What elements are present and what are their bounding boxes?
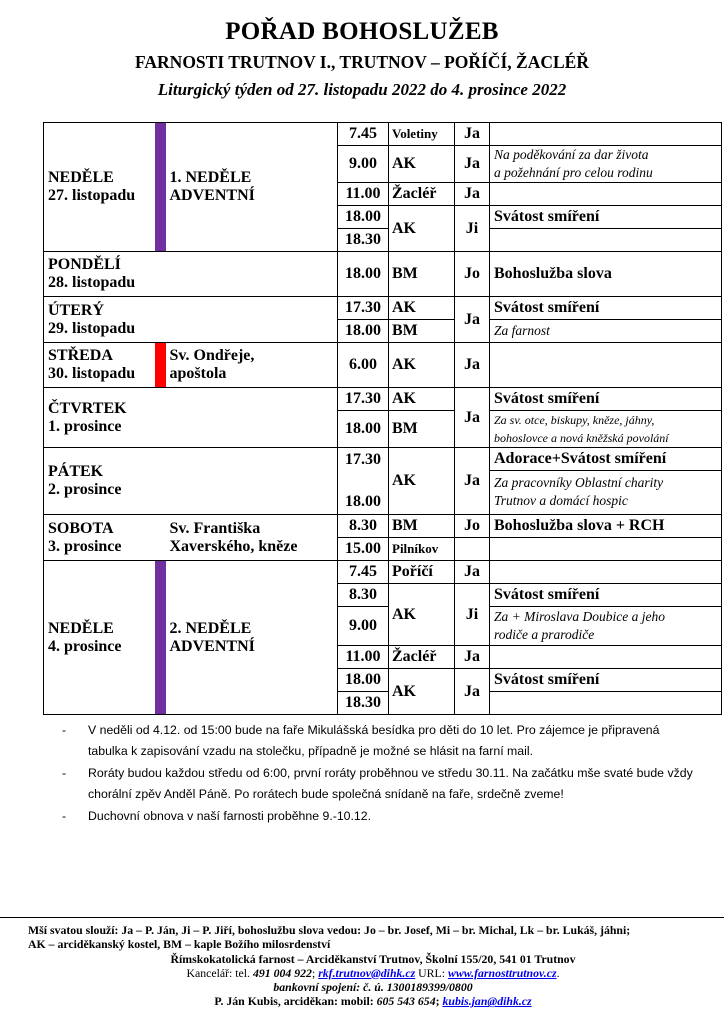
mass-place: AK [389,343,455,388]
schedule-row [44,297,722,320]
mass-note [490,183,722,206]
day-cell [44,515,155,561]
feast-cell [166,448,338,515]
mass-time: 11.00 [338,646,389,669]
announcement-item: - Duchovní obnova v naší farnosti proběhne 9.-10.12. [60,806,700,827]
footer-divider [0,917,724,918]
day-date: 29. listopadu [48,319,136,337]
mass-time: 8.30 [338,515,389,538]
day-date: 4. prosince [48,637,122,655]
mass-priest: Jo [455,252,490,297]
mass-place: Pilníkov [389,538,455,561]
mass-time: 15.00 [338,538,389,561]
schedule-row [44,561,722,584]
mass-note: Bohoslužba slova [490,252,722,297]
liturgical-color-strip [155,561,166,715]
office-phone: 491 004 922 [252,965,312,980]
mass-note: Za + Miroslava Doubice a jeho rodiče a prarodiče [490,607,722,646]
mass-place: AK [389,669,455,715]
mass-time: 17.30 18.00 [338,448,389,515]
mass-note: Za farnost [490,320,722,343]
mass-note [490,646,722,669]
liturgical-color-strip [155,448,166,515]
footer [28,923,718,1009]
day-date: 2. prosince [48,481,122,498]
day-name: STŘEDA [48,347,113,364]
announcements [60,720,700,829]
mass-note: Za pracovníky Oblastní charity Trutnov a domácí hospic [490,470,722,514]
mass-note: Za sv. otce, biskupy, kněze, jáhny, bohoslovce a nová kněžská povolání [490,411,722,448]
day-date: 30. listopadu [48,365,136,382]
page-title: POŘAD BOHOSLUŽEB [225,18,499,45]
liturgical-color-strip [155,388,166,448]
mass-priest: Ja [455,388,490,448]
mass-priest: Ja [455,646,490,669]
liturgical-color-strip [155,343,166,388]
schedule-row [44,123,722,146]
mass-priest [455,538,490,561]
feast-cell: 1. NEDĚLE ADVENTNÍ [166,123,338,252]
liturgical-color-strip [155,252,166,297]
website-link[interactable]: www.farnosttrutnov.cz [447,965,557,980]
parish-address: Římskokatolická farnost – Arciděkanství Trutnov, Školní 155/20, 541 01 Trutnov [170,951,576,966]
day-name: NEDĚLE [48,619,114,637]
mass-note: Svátost smíření [490,584,722,607]
mass-note: Svátost smíření [490,669,722,692]
mass-time: 18.00 [338,320,389,343]
mass-place: BM [389,515,455,538]
parish-subtitle: FARNOSTI TRUTNOV I., TRUTNOV – POŘÍČÍ, ŽACLÉŘ [135,52,589,72]
feast-cell [166,297,338,343]
mass-priest: Jo [455,515,490,538]
mass-time: 9.00 [338,146,389,183]
day-name: SOBOTA [48,519,114,537]
mass-note: Svátost smíření [490,206,722,229]
mass-priest: Ja [455,297,490,343]
mass-time: 18.00 [338,206,389,229]
mass-place: AK [389,448,455,515]
mass-note [490,538,722,561]
mass-place: BM [389,320,455,343]
mass-place: AK [389,206,455,252]
office-email-link[interactable]: rkf.trutnov@dihk.cz [318,965,416,980]
mass-priest: Ja [455,343,490,388]
mass-time: 18.30 [338,692,389,715]
mass-place: AK [389,584,455,646]
mass-note [490,343,722,388]
day-name: ČTVRTEK [48,399,127,417]
mass-priest: Ja [455,448,490,515]
liturgical-color-strip [155,123,166,252]
mass-time: 18.30 [338,229,389,252]
feast-cell [166,252,338,297]
day-name: NEDĚLE [48,169,114,186]
mass-note [490,229,722,252]
mass-place: Žacléř [389,646,455,669]
mass-note: Svátost smíření [490,388,722,411]
day-cell [44,343,155,388]
mass-note [490,123,722,146]
day-date: 3. prosince [48,537,122,555]
priest-email-link[interactable]: kubis.jan@dihk.cz [442,994,532,1009]
mass-priest: Ja [455,183,490,206]
mass-place: AK [389,388,455,411]
mass-time: 7.45 [338,123,389,146]
mass-time: 17.30 [338,388,389,411]
feast-cell: Sv. Františka Xaverského, kněze [166,515,338,561]
mass-time: 17.30 [338,297,389,320]
feast-cell: 2. NEDĚLE ADVENTNÍ [166,561,338,715]
mass-time: 8.30 [338,584,389,607]
feast-cell [166,388,338,448]
liturgical-color-strip [155,297,166,343]
day-cell [44,448,155,515]
mass-time: 11.00 [338,183,389,206]
mass-note: Adorace+Svátost smíření [490,448,722,471]
priest-mobile: 605 543 654 [376,994,436,1009]
footer-abbreviations: AK – arciděkanský kostel, BM – kaple Božího milosrdenství [28,937,331,952]
schedule-row [44,343,722,388]
day-date: 1. prosince [48,417,122,435]
day-cell [44,123,155,252]
schedule-row [44,448,722,471]
priest-contact: P. Ján Kubis, arciděkan: mobil: 605 543 654; kubis.jan@dihk.cz [214,994,532,1009]
bank-account: bankovní spojení: č. ú. 1300189399/0800 [273,980,473,995]
announcement-item: - V neděli od 4.12. od 15:00 bude na faře Mikulášská besídka pro děti do 10 let. Pro zájemce je připravená tabulka k zapisování vzadu na stolečku, případně je možné se hlásit na farní mail. [60,720,700,761]
announcement-item: - Roráty budou každou středu od 6:00, první roráty proběhnou ve středu 30.11. Na začátku mše svaté bude vždy chorální zpěv Anděl Páně. Po rorátech bude společná snídaně na faře, srdečně zveme! [60,763,700,804]
mass-place: BM [389,252,455,297]
mass-priest: Ja [455,146,490,183]
day-cell [44,561,155,715]
mass-priest: Ja [455,669,490,715]
day-date: 28. listopadu [48,274,136,291]
mass-priest: Ji [455,584,490,646]
day-date: 27. listopadu [48,187,136,204]
mass-time: 7.45 [338,561,389,584]
mass-note: Na poděkování za dar života a požehnání pro celou rodinu [490,146,722,183]
mass-time: 18.00 [338,252,389,297]
mass-place: Žacléř [389,183,455,206]
mass-place: BM [389,411,455,448]
office-contact: Kancelář: tel. 491 004 922; rkf.trutnov@dihk.cz URL: www.farnosttrutnov.cz. [186,965,560,980]
day-name: ÚTERÝ [48,301,105,319]
schedule-row [44,252,722,297]
liturgical-color-strip [155,515,166,561]
mass-note [490,692,722,715]
mass-priest: Ja [455,123,490,146]
mass-time: 18.00 [338,669,389,692]
footer-legend: Mší svatou slouží: Ja – P. Ján, Ji – P. Jiří, bohoslužbu slova vedou: Jo – br. Josef, Mi – br. Michal, Lk – br. Lukáš, jáhni; [28,923,631,937]
day-cell [44,252,155,297]
mass-time: 6.00 [338,343,389,388]
liturgical-week: Liturgický týden od 27. listopadu 2022 do 4. prosince 2022 [157,80,567,99]
day-cell [44,297,155,343]
mass-note: Svátost smíření [490,297,722,320]
schedule-row [44,515,722,538]
mass-priest: Ja [455,561,490,584]
day-name: PONDĚLÍ [48,256,121,273]
feast-cell: Sv. Ondřeje, apoštola [166,343,338,388]
schedule-table [43,122,722,715]
day-name: PÁTEK [48,463,104,480]
mass-note: Bohoslužba slova + RCH [490,515,722,538]
mass-note [490,561,722,584]
mass-place: AK [389,146,455,183]
mass-priest: Ji [455,206,490,252]
mass-place: Voletiny [389,123,455,146]
day-cell [44,388,155,448]
mass-time: 18.00 [338,411,389,448]
mass-time: 9.00 [338,607,389,646]
mass-place: AK [389,297,455,320]
schedule-row [44,388,722,411]
mass-place: Poříčí [389,561,455,584]
